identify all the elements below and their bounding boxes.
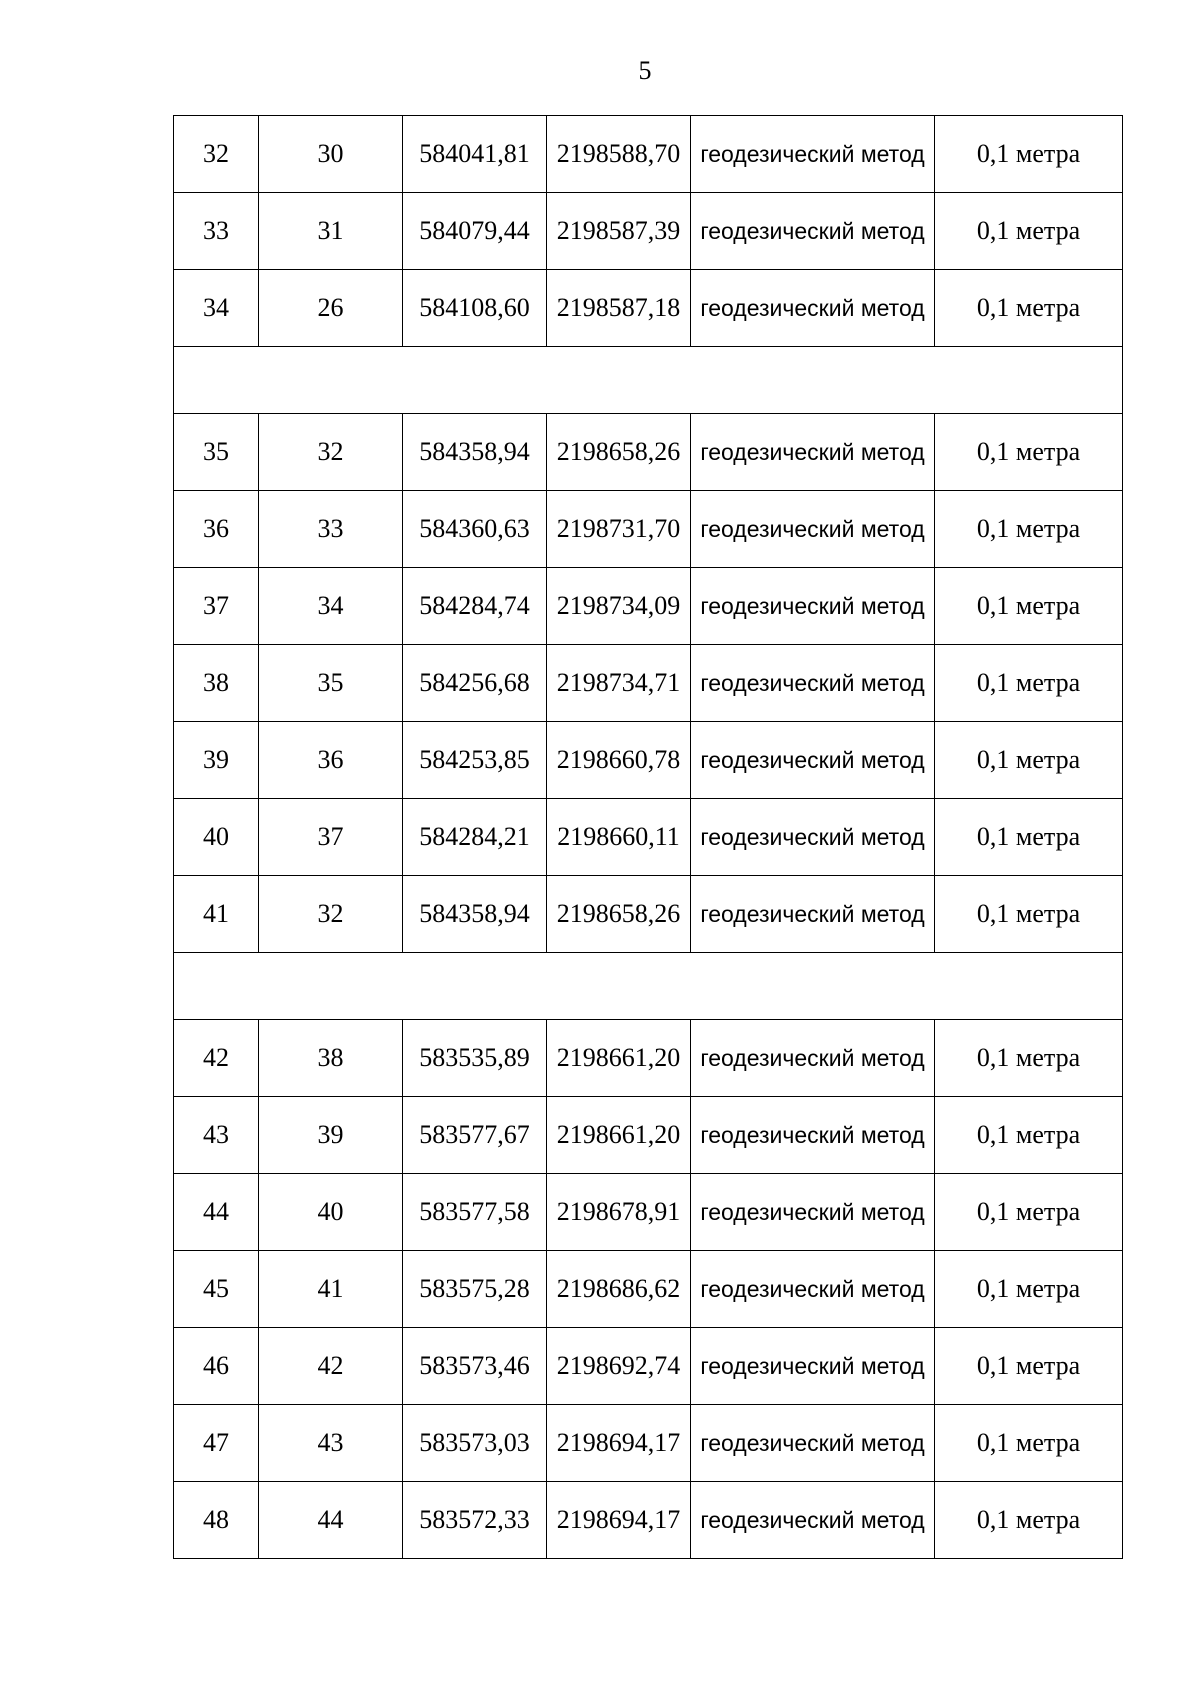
- method-cell: геодезический метод: [691, 270, 935, 347]
- table-row: [174, 270, 1123, 347]
- row-number-cell: 36: [174, 491, 259, 568]
- y-coordinate-cell: 2198686,62: [547, 1251, 691, 1328]
- method-cell: геодезический метод: [691, 1020, 935, 1097]
- point-number-cell: 44: [259, 1482, 403, 1559]
- accuracy-cell: 0,1 метра: [935, 1020, 1123, 1097]
- row-number-cell: 34: [174, 270, 259, 347]
- x-coordinate-cell: 584256,68: [403, 645, 547, 722]
- y-coordinate-cell: 2198587,39: [547, 193, 691, 270]
- accuracy-cell: 0,1 метра: [935, 491, 1123, 568]
- point-number-cell: 33: [259, 491, 403, 568]
- y-coordinate-cell: 2198694,17: [547, 1405, 691, 1482]
- y-coordinate-cell: 2198660,11: [547, 799, 691, 876]
- accuracy-cell: 0,1 метра: [935, 876, 1123, 953]
- row-number-cell: 33: [174, 193, 259, 270]
- method-cell: геодезический метод: [691, 491, 935, 568]
- table-row: [174, 722, 1123, 799]
- empty-separator-cell: [174, 953, 1123, 1020]
- method-cell: геодезический метод: [691, 1482, 935, 1559]
- point-number-cell: 26: [259, 270, 403, 347]
- accuracy-cell: 0,1 метра: [935, 1482, 1123, 1559]
- point-number-cell: 36: [259, 722, 403, 799]
- x-coordinate-cell: 583572,33: [403, 1482, 547, 1559]
- method-cell: геодезический метод: [691, 116, 935, 193]
- row-number-cell: 48: [174, 1482, 259, 1559]
- point-number-cell: 35: [259, 645, 403, 722]
- point-number-cell: 32: [259, 414, 403, 491]
- point-number-cell: 40: [259, 1174, 403, 1251]
- row-number-cell: 45: [174, 1251, 259, 1328]
- table-row: [174, 1482, 1123, 1559]
- accuracy-cell: 0,1 метра: [935, 1328, 1123, 1405]
- accuracy-cell: 0,1 метра: [935, 568, 1123, 645]
- row-number-cell: 32: [174, 116, 259, 193]
- y-coordinate-cell: 2198658,26: [547, 876, 691, 953]
- page-number: 5: [638, 56, 652, 85]
- row-number-cell: 47: [174, 1405, 259, 1482]
- y-coordinate-cell: 2198678,91: [547, 1174, 691, 1251]
- point-number-cell: 39: [259, 1097, 403, 1174]
- method-cell: геодезический метод: [691, 1328, 935, 1405]
- method-cell: геодезический метод: [691, 568, 935, 645]
- point-number-cell: 43: [259, 1405, 403, 1482]
- x-coordinate-cell: 584360,63: [403, 491, 547, 568]
- y-coordinate-cell: 2198587,18: [547, 270, 691, 347]
- x-coordinate-cell: 583577,67: [403, 1097, 547, 1174]
- accuracy-cell: 0,1 метра: [935, 722, 1123, 799]
- table-row: [174, 876, 1123, 953]
- empty-separator-cell: [174, 347, 1123, 414]
- method-cell: геодезический метод: [691, 193, 935, 270]
- table-row: [174, 645, 1123, 722]
- y-coordinate-cell: 2198692,74: [547, 1328, 691, 1405]
- x-coordinate-cell: 584284,21: [403, 799, 547, 876]
- row-number-cell: 38: [174, 645, 259, 722]
- table-row: [174, 414, 1123, 491]
- point-number-cell: 34: [259, 568, 403, 645]
- x-coordinate-cell: 584358,94: [403, 876, 547, 953]
- point-number-cell: 42: [259, 1328, 403, 1405]
- accuracy-cell: 0,1 метра: [935, 1174, 1123, 1251]
- y-coordinate-cell: 2198658,26: [547, 414, 691, 491]
- x-coordinate-cell: 584284,74: [403, 568, 547, 645]
- accuracy-cell: 0,1 метра: [935, 645, 1123, 722]
- contour-separator-row: [174, 347, 1123, 414]
- x-coordinate-cell: 583575,28: [403, 1251, 547, 1328]
- x-coordinate-cell: 583535,89: [403, 1020, 547, 1097]
- accuracy-cell: 0,1 метра: [935, 1251, 1123, 1328]
- point-number-cell: 31: [259, 193, 403, 270]
- accuracy-cell: 0,1 метра: [935, 799, 1123, 876]
- x-coordinate-cell: 584041,81: [403, 116, 547, 193]
- x-coordinate-cell: 583573,03: [403, 1405, 547, 1482]
- accuracy-cell: 0,1 метра: [935, 270, 1123, 347]
- contour-separator-row: [174, 953, 1123, 1020]
- method-cell: геодезический метод: [691, 876, 935, 953]
- accuracy-cell: 0,1 метра: [935, 193, 1123, 270]
- point-number-cell: 32: [259, 876, 403, 953]
- table-row: [174, 799, 1123, 876]
- table-row: [174, 491, 1123, 568]
- row-number-cell: 35: [174, 414, 259, 491]
- method-cell: геодезический метод: [691, 414, 935, 491]
- row-number-cell: 42: [174, 1020, 259, 1097]
- accuracy-cell: 0,1 метра: [935, 116, 1123, 193]
- table-row: [174, 568, 1123, 645]
- coordinates-table-body: [174, 116, 1123, 1559]
- method-cell: геодезический метод: [691, 1405, 935, 1482]
- point-number-cell: 38: [259, 1020, 403, 1097]
- x-coordinate-cell: 584079,44: [403, 193, 547, 270]
- table-row: [174, 116, 1123, 193]
- x-coordinate-cell: 584108,60: [403, 270, 547, 347]
- y-coordinate-cell: 2198734,71: [547, 645, 691, 722]
- point-number-cell: 37: [259, 799, 403, 876]
- accuracy-cell: 0,1 метра: [935, 1405, 1123, 1482]
- x-coordinate-cell: 584253,85: [403, 722, 547, 799]
- method-cell: геодезический метод: [691, 799, 935, 876]
- accuracy-cell: 0,1 метра: [935, 1097, 1123, 1174]
- method-cell: геодезический метод: [691, 1174, 935, 1251]
- y-coordinate-cell: 2198661,20: [547, 1020, 691, 1097]
- table-row: [174, 1174, 1123, 1251]
- y-coordinate-cell: 2198694,17: [547, 1482, 691, 1559]
- y-coordinate-cell: 2198731,70: [547, 491, 691, 568]
- coordinates-table: [173, 115, 1123, 1559]
- row-number-cell: 41: [174, 876, 259, 953]
- row-number-cell: 46: [174, 1328, 259, 1405]
- table-row: [174, 1328, 1123, 1405]
- row-number-cell: 37: [174, 568, 259, 645]
- method-cell: геодезический метод: [691, 1251, 935, 1328]
- accuracy-cell: 0,1 метра: [935, 414, 1123, 491]
- x-coordinate-cell: 584358,94: [403, 414, 547, 491]
- y-coordinate-cell: 2198660,78: [547, 722, 691, 799]
- method-cell: геодезический метод: [691, 722, 935, 799]
- x-coordinate-cell: 583573,46: [403, 1328, 547, 1405]
- table-row: [174, 1097, 1123, 1174]
- row-number-cell: 44: [174, 1174, 259, 1251]
- x-coordinate-cell: 583577,58: [403, 1174, 547, 1251]
- row-number-cell: 40: [174, 799, 259, 876]
- y-coordinate-cell: 2198734,09: [547, 568, 691, 645]
- y-coordinate-cell: 2198588,70: [547, 116, 691, 193]
- table-row: [174, 1405, 1123, 1482]
- y-coordinate-cell: 2198661,20: [547, 1097, 691, 1174]
- row-number-cell: 43: [174, 1097, 259, 1174]
- table-row: [174, 1020, 1123, 1097]
- table-row: [174, 1251, 1123, 1328]
- row-number-cell: 39: [174, 722, 259, 799]
- point-number-cell: 30: [259, 116, 403, 193]
- table-row: [174, 193, 1123, 270]
- method-cell: геодезический метод: [691, 645, 935, 722]
- point-number-cell: 41: [259, 1251, 403, 1328]
- method-cell: геодезический метод: [691, 1097, 935, 1174]
